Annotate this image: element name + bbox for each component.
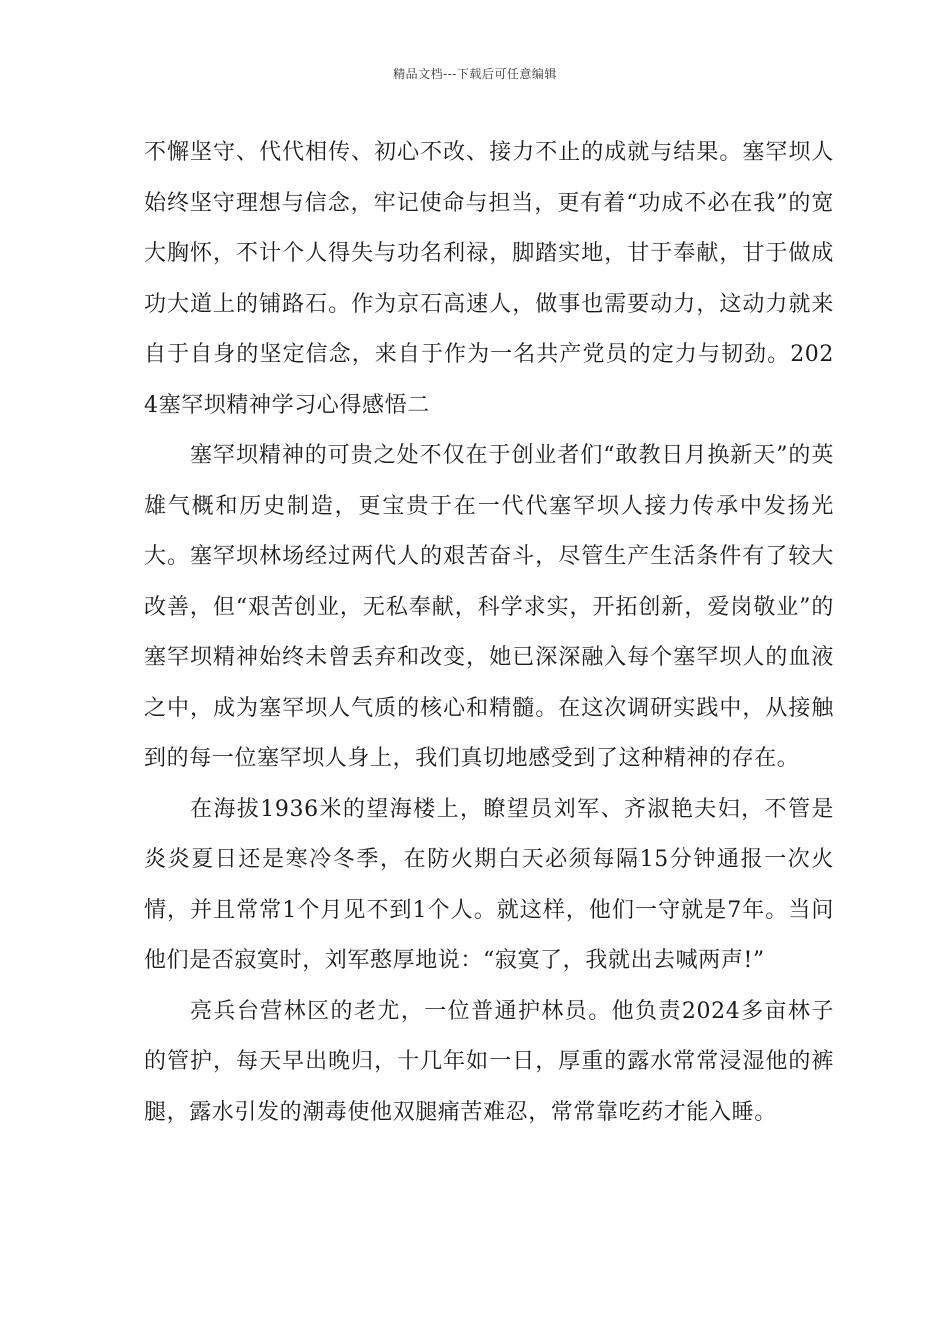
document-body xyxy=(144,128,834,1138)
paragraph-1: 不懈坚守、代代相传、初心不改、接力不止的成就与结果。塞罕坝人始终坚守理想与信念，牢记使命与担当，更有着“功成不必在我”的宽大胸怀，不计个人得失与功名利禄，脚踏实地，甘于奉献，甘于做成功大道上的铺路石。作为京石高速人，做事也需要动力，这动力就来自于自身的坚定信念，来自于作为一名共产党员的定力与韧劲。2024塞罕坝精神学习心得感悟二 xyxy=(144,140,834,418)
paragraph-4: 亮兵台营林区的老尤，一位普通护林员。他负责2024多亩林子的管护，每天早出晚归，十几年如一日，厚重的露水常常浸湿他的裤腿，露水引发的潮毒使他双腿痛苦难忍，常常靠吃药才能入睡。 xyxy=(144,998,834,1125)
paragraph-3: 在海拔1936米的望海楼上，瞭望员刘军、齐淑艳夫妇，不管是炎炎夏日还是寒冷冬季，在防火期白天必须每隔15分钟通报一次火情，并且常常1个月见不到1个人。就这样，他们一守就是7年。当问他们是否寂寞时，刘军憨厚地说：“寂寞了，我就出去喊两声!” xyxy=(144,796,834,973)
page-header: 精品文档---下载后可任意编辑 xyxy=(393,67,557,81)
paragraph-2: 塞罕坝精神的可贵之处不仅在于创业者们“敢教日月换新天”的英雄气概和历史制造，更宝贵于在一代代塞罕坝人接力传承中发扬光大。塞罕坝林场经过两代人的艰苦奋斗，尽管生产生活条件有了较大改善，但“艰苦创业，无私奉献，科学求实，开拓创新，爱岗敬业”的塞罕坝精神始终未曾丢弃和改变，她已深深融入每个塞罕坝人的血液之中，成为塞罕坝人气质的核心和精髓。在这次调研实践中，从接触到的每一位塞罕坝人身上，我们真切地感受到了这种精神的存在。 xyxy=(144,443,834,771)
